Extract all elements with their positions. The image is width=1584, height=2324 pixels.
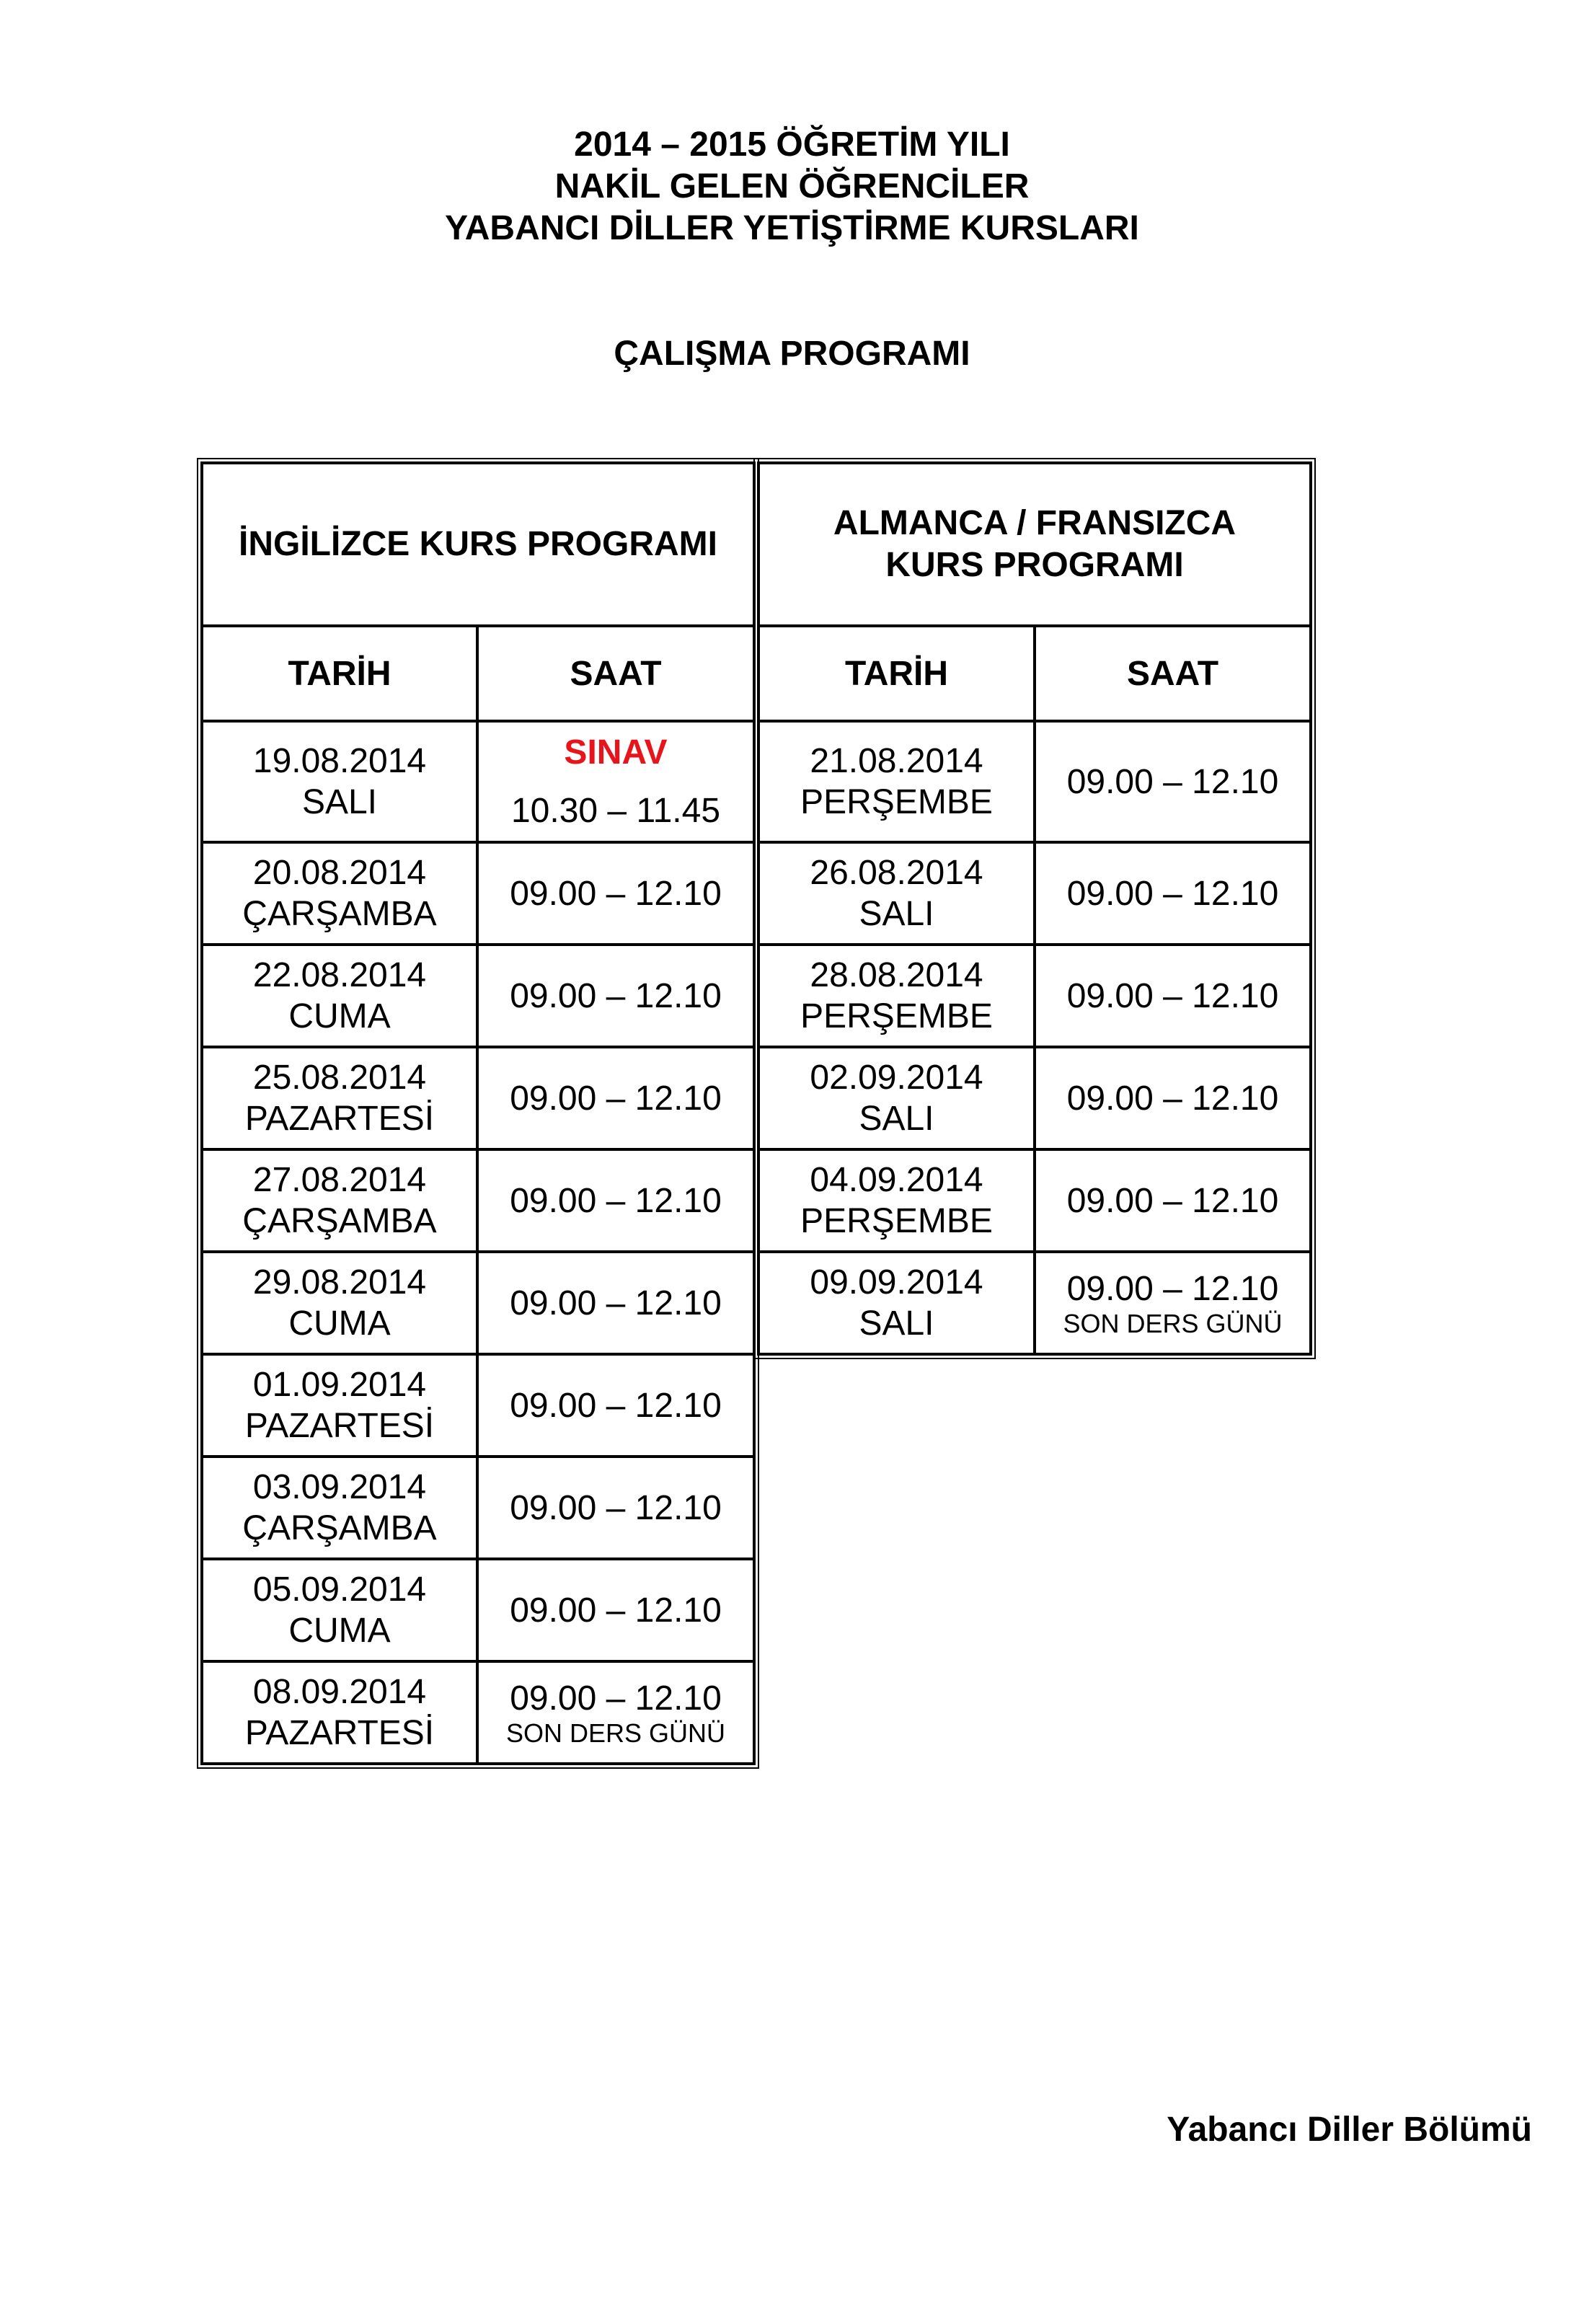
row-time: 09.00 – 12.10 — [510, 1283, 722, 1322]
german-french-time-header: SAAT — [1035, 626, 1311, 721]
row-day: ÇARŞAMBA — [242, 1509, 437, 1547]
time-cell — [477, 1661, 754, 1764]
time-cell — [477, 842, 754, 945]
row-day: PERŞEMBE — [800, 1202, 993, 1240]
row-date: 05.09.2014 — [252, 1570, 427, 1609]
header-year: 2014 – 2015 ÖĞRETİM YILI — [574, 125, 1010, 164]
english-time-header: SAAT — [477, 626, 754, 721]
row-day: CUMA — [288, 997, 391, 1035]
table-row — [758, 1149, 1311, 1252]
exam-time: 10.30 – 11.45 — [510, 792, 721, 830]
row-time: 09.00 – 12.10 — [510, 1679, 722, 1718]
row-time: 09.00 – 12.10 — [510, 1488, 722, 1527]
row-day: SALI — [859, 1100, 934, 1138]
row-day: PERŞEMBE — [800, 997, 993, 1035]
table-row — [202, 945, 754, 1047]
time-cell — [1035, 1047, 1311, 1149]
table-row — [202, 1354, 754, 1457]
row-time: 09.00 – 12.10 — [1066, 976, 1279, 1015]
time-cell — [477, 1252, 754, 1354]
table-row — [202, 1457, 754, 1559]
row-date: 29.08.2014 — [252, 1263, 427, 1302]
last-lesson-note: SON DERS GÜNÜ — [505, 1718, 725, 1748]
row-day: PAZARTESİ — [244, 1100, 435, 1138]
english-exam-row — [202, 721, 754, 842]
time-cell — [1035, 842, 1311, 945]
last-lesson-note: SON DERS GÜNÜ — [1063, 1308, 1283, 1338]
time-cell — [477, 1047, 754, 1149]
header-subject: NAKİL GELEN ÖĞRENCİLER — [554, 167, 1030, 206]
row-time: 09.00 – 12.10 — [1066, 1181, 1279, 1220]
row-date: 08.09.2014 — [252, 1673, 427, 1711]
time-cell — [477, 945, 754, 1047]
date-cell — [202, 1252, 477, 1354]
time-cell — [477, 1149, 754, 1252]
date-cell — [758, 1149, 1035, 1252]
german-french-table-title — [758, 463, 1311, 626]
row-time: 09.00 – 12.10 — [510, 1591, 722, 1630]
date-cell — [758, 1047, 1035, 1149]
date-cell — [202, 1559, 477, 1661]
date-cell — [758, 1252, 1035, 1354]
row-day: PAZARTESİ — [244, 1407, 435, 1445]
header-course: YABANCI DİLLER YETİŞTİRME KURSLARI — [445, 209, 1139, 247]
row-date: 26.08.2014 — [810, 854, 983, 892]
row-time: 09.00 – 12.10 — [1066, 1269, 1279, 1308]
row-time: 09.00 – 12.10 — [510, 1079, 722, 1118]
german-french-title-line2: KURS PROGRAMI — [885, 546, 1184, 584]
row-time: 09.00 – 12.10 — [1066, 1079, 1279, 1118]
row-date: 03.09.2014 — [252, 1468, 427, 1506]
row-day: PERŞEMBE — [800, 783, 993, 821]
exam-date: 19.08.2014 — [252, 742, 427, 780]
row-date: 22.08.2014 — [252, 956, 427, 994]
date-cell — [202, 842, 477, 945]
exam-day: SALI — [301, 783, 378, 821]
english-date-header: TARİH — [202, 626, 477, 721]
time-cell — [1035, 1149, 1311, 1252]
row-day: CUMA — [288, 1612, 391, 1650]
english-table-title: İNGİLİZCE KURS PROGRAMI — [202, 463, 754, 626]
row-date: 25.08.2014 — [252, 1059, 427, 1097]
german-french-rows — [758, 721, 1311, 1354]
table-row — [758, 842, 1311, 945]
row-time: 09.00 – 12.10 — [1066, 762, 1279, 801]
row-time: 09.00 – 12.10 — [510, 874, 722, 913]
row-date: 01.09.2014 — [252, 1366, 427, 1404]
row-date: 27.08.2014 — [252, 1161, 427, 1199]
row-day: CUMA — [288, 1304, 391, 1343]
table-row — [758, 721, 1311, 842]
table-row — [758, 1252, 1311, 1354]
row-time: 09.00 – 12.10 — [510, 976, 722, 1015]
row-day: SALI — [859, 1304, 934, 1343]
table-row — [202, 1047, 754, 1149]
row-day: PAZARTESİ — [244, 1714, 435, 1752]
date-cell — [202, 1354, 477, 1457]
time-cell — [477, 1354, 754, 1457]
department-signature: Yabancı Diller Bölümü — [1167, 2111, 1532, 2149]
table-row — [202, 1661, 754, 1764]
document-header — [0, 124, 1584, 249]
date-cell — [202, 1457, 477, 1559]
english-exam-date-cell — [202, 721, 477, 842]
table-row — [202, 842, 754, 945]
german-french-schedule-table — [757, 461, 1312, 1356]
english-rows — [202, 842, 754, 1764]
date-cell — [202, 1661, 477, 1764]
row-time: 09.00 – 12.10 — [1066, 874, 1279, 913]
row-date: 09.09.2014 — [810, 1263, 983, 1302]
program-title: ÇALIŞMA PROGRAMI — [614, 335, 970, 373]
table-row — [758, 945, 1311, 1047]
english-exam-time-cell — [477, 721, 754, 842]
table-row — [202, 1559, 754, 1661]
row-date: 21.08.2014 — [810, 742, 983, 780]
german-french-date-header: TARİH — [758, 626, 1035, 721]
time-cell — [477, 1457, 754, 1559]
exam-label: SINAV — [564, 733, 668, 772]
row-time: 09.00 – 12.10 — [510, 1181, 722, 1220]
time-cell — [1035, 1252, 1311, 1354]
row-day: SALI — [859, 895, 934, 933]
time-cell — [1035, 945, 1311, 1047]
date-cell — [758, 945, 1035, 1047]
time-cell — [1035, 721, 1311, 842]
date-cell — [202, 1149, 477, 1252]
row-date: 02.09.2014 — [810, 1059, 983, 1097]
date-cell — [202, 945, 477, 1047]
row-date: 04.09.2014 — [810, 1161, 983, 1199]
table-row — [202, 1252, 754, 1354]
row-day: ÇARŞAMBA — [242, 1202, 437, 1240]
row-time: 09.00 – 12.10 — [510, 1386, 722, 1425]
table-row — [202, 1149, 754, 1252]
time-cell — [477, 1559, 754, 1661]
table-row — [758, 1047, 1311, 1149]
row-date: 28.08.2014 — [810, 956, 983, 994]
english-schedule-table — [200, 461, 756, 1765]
date-cell — [202, 1047, 477, 1149]
date-cell — [758, 842, 1035, 945]
german-french-title-line1: ALMANCA / FRANSIZCA — [833, 504, 1236, 542]
date-cell — [758, 721, 1035, 842]
row-day: ÇARŞAMBA — [242, 895, 437, 933]
row-date: 20.08.2014 — [252, 854, 427, 892]
